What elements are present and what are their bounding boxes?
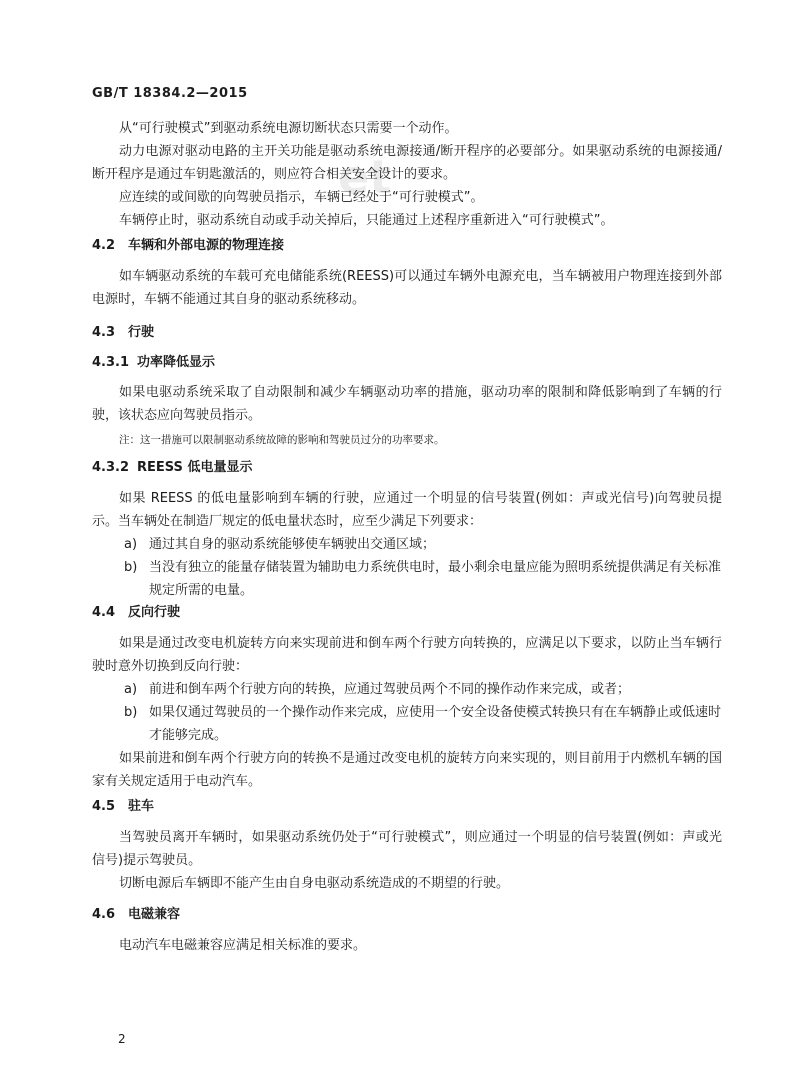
section-title: REESS 低电量显示: [137, 460, 253, 475]
list-item: [92, 556, 722, 602]
section-number: 4.2: [92, 238, 116, 253]
section-4-3-2-body: [92, 487, 722, 602]
list-marker: b): [124, 560, 138, 575]
note: 注：这一措施可以限制驱动系统故障的影响和驾驶员过分的功率要求。: [119, 434, 445, 446]
section-4-6-body: [92, 934, 722, 957]
list-text: 前进和倒车两个行驶方向的转换，应通过驾驶员两个不同的操作动作来完成，或者；: [149, 682, 631, 697]
list-text: 通过其自身的驱动系统能够使车辆驶出交通区域；: [149, 537, 436, 552]
section-4-5-body: [92, 826, 722, 895]
section-number: 4.3.2: [92, 460, 130, 475]
paragraph: 动力电源对驱动电路的主开关功能是驱动系统电源接通/断开程序的必要部分。如果驱动系统的电源接通/断开程序是通过车钥匙激活的，则应符合相关安全设计的要求。: [92, 144, 722, 182]
section-4-3-heading: [92, 321, 722, 344]
list-marker: a): [124, 682, 138, 697]
paragraph: 从“可行驶模式”到驱动系统电源切断状态只需要一个动作。: [119, 121, 458, 136]
section-4-1-tail: [92, 117, 722, 232]
section-title: 驻车: [128, 799, 155, 814]
list-item: [92, 678, 722, 701]
standard-code: GB/T 18384.2—2015: [92, 86, 248, 101]
list-text: 如果仅通过驾驶员的一个操作动作来完成，应使用一个安全设备使模式转换只有在车辆静止或低速时才能够完成。: [149, 705, 722, 743]
section-4-4-heading: [92, 601, 722, 624]
paragraph: 如果前进和倒车两个行驶方向的转换不是通过改变电机的旋转方向来实现的，则目前用于内燃机车辆的国家有关规定适用于电动汽车。: [92, 751, 722, 789]
paragraph: 车辆停止时，驱动系统自动或手动关掉后，只能通过上述程序重新进入“可行驶模式”。: [119, 213, 614, 228]
list-item: [92, 701, 722, 747]
list-item: [92, 533, 722, 556]
section-number: 4.3.1: [92, 355, 130, 370]
section-title: 功率降低显示: [137, 355, 216, 370]
list-marker: b): [124, 705, 138, 720]
section-4-2-heading: [92, 234, 722, 257]
paragraph: 如车辆驱动系统的车载可充电储能系统(REESS)可以通过车辆外电源充电，当车辆被用户物理连接到外部电源时，车辆不能通过其自身的驱动系统移动。: [92, 269, 722, 307]
section-4-4-body: [92, 632, 722, 793]
paragraph: 如果是通过改变电机旋转方向来实现前进和倒车两个行驶方向转换的，应满足以下要求，以防止当车辆行驶时意外切换到反向行驶：: [92, 636, 722, 674]
section-number: 4.3: [92, 325, 116, 340]
section-number: 4.6: [92, 907, 116, 922]
paragraph: 电动汽车电磁兼容应满足相关标准的要求。: [119, 938, 367, 953]
section-number: 4.5: [92, 799, 116, 814]
section-title: 电磁兼容: [128, 907, 181, 922]
section-4-3-1-body: [92, 381, 722, 452]
watermark: et: [338, 150, 392, 204]
paragraph: 如果电驱动系统采取了自动限制和减少车辆驱动功率的措施，驱动功率的限制和降低影响到了车辆的行驶，该状态应向驾驶员指示。: [92, 385, 722, 423]
section-title: 反向行驶: [128, 605, 181, 620]
section-number: 4.4: [92, 605, 116, 620]
paragraph: 应连续的或间歇的向驾驶员指示，车辆已经处于“可行驶模式”。: [119, 190, 484, 205]
section-4-5-heading: [92, 795, 722, 818]
section-title: 行驶: [128, 325, 155, 340]
paragraph: 如果 REESS 的低电量影响到车辆的行驶，应通过一个明显的信号装置(例如：声或光信号)向驾驶员提示。当车辆处在制造厂规定的低电量状态时，应至少满足下列要求：: [92, 491, 722, 529]
list-marker: a): [124, 537, 138, 552]
section-title: 车辆和外部电源的物理连接: [128, 238, 285, 253]
paragraph: 切断电源后车辆即不能产生由自身电驱动系统造成的不期望的行驶。: [119, 876, 510, 891]
section-4-2-body: [92, 265, 722, 311]
paragraph: 当驾驶员离开车辆时，如果驱动系统仍处于“可行驶模式”，则应通过一个明显的信号装置(例如：声或光信号)提示驾驶员。: [92, 830, 722, 868]
section-4-3-1-heading: [92, 351, 722, 374]
section-4-3-2-heading: [92, 456, 722, 479]
section-4-6-heading: [92, 903, 722, 926]
list-text: 当没有独立的能量存储装置为辅助电力系统供电时，最小剩余电量应能为照明系统提供满足有关标准规定所需的电量。: [149, 560, 722, 598]
page-number: 2: [118, 1032, 126, 1046]
